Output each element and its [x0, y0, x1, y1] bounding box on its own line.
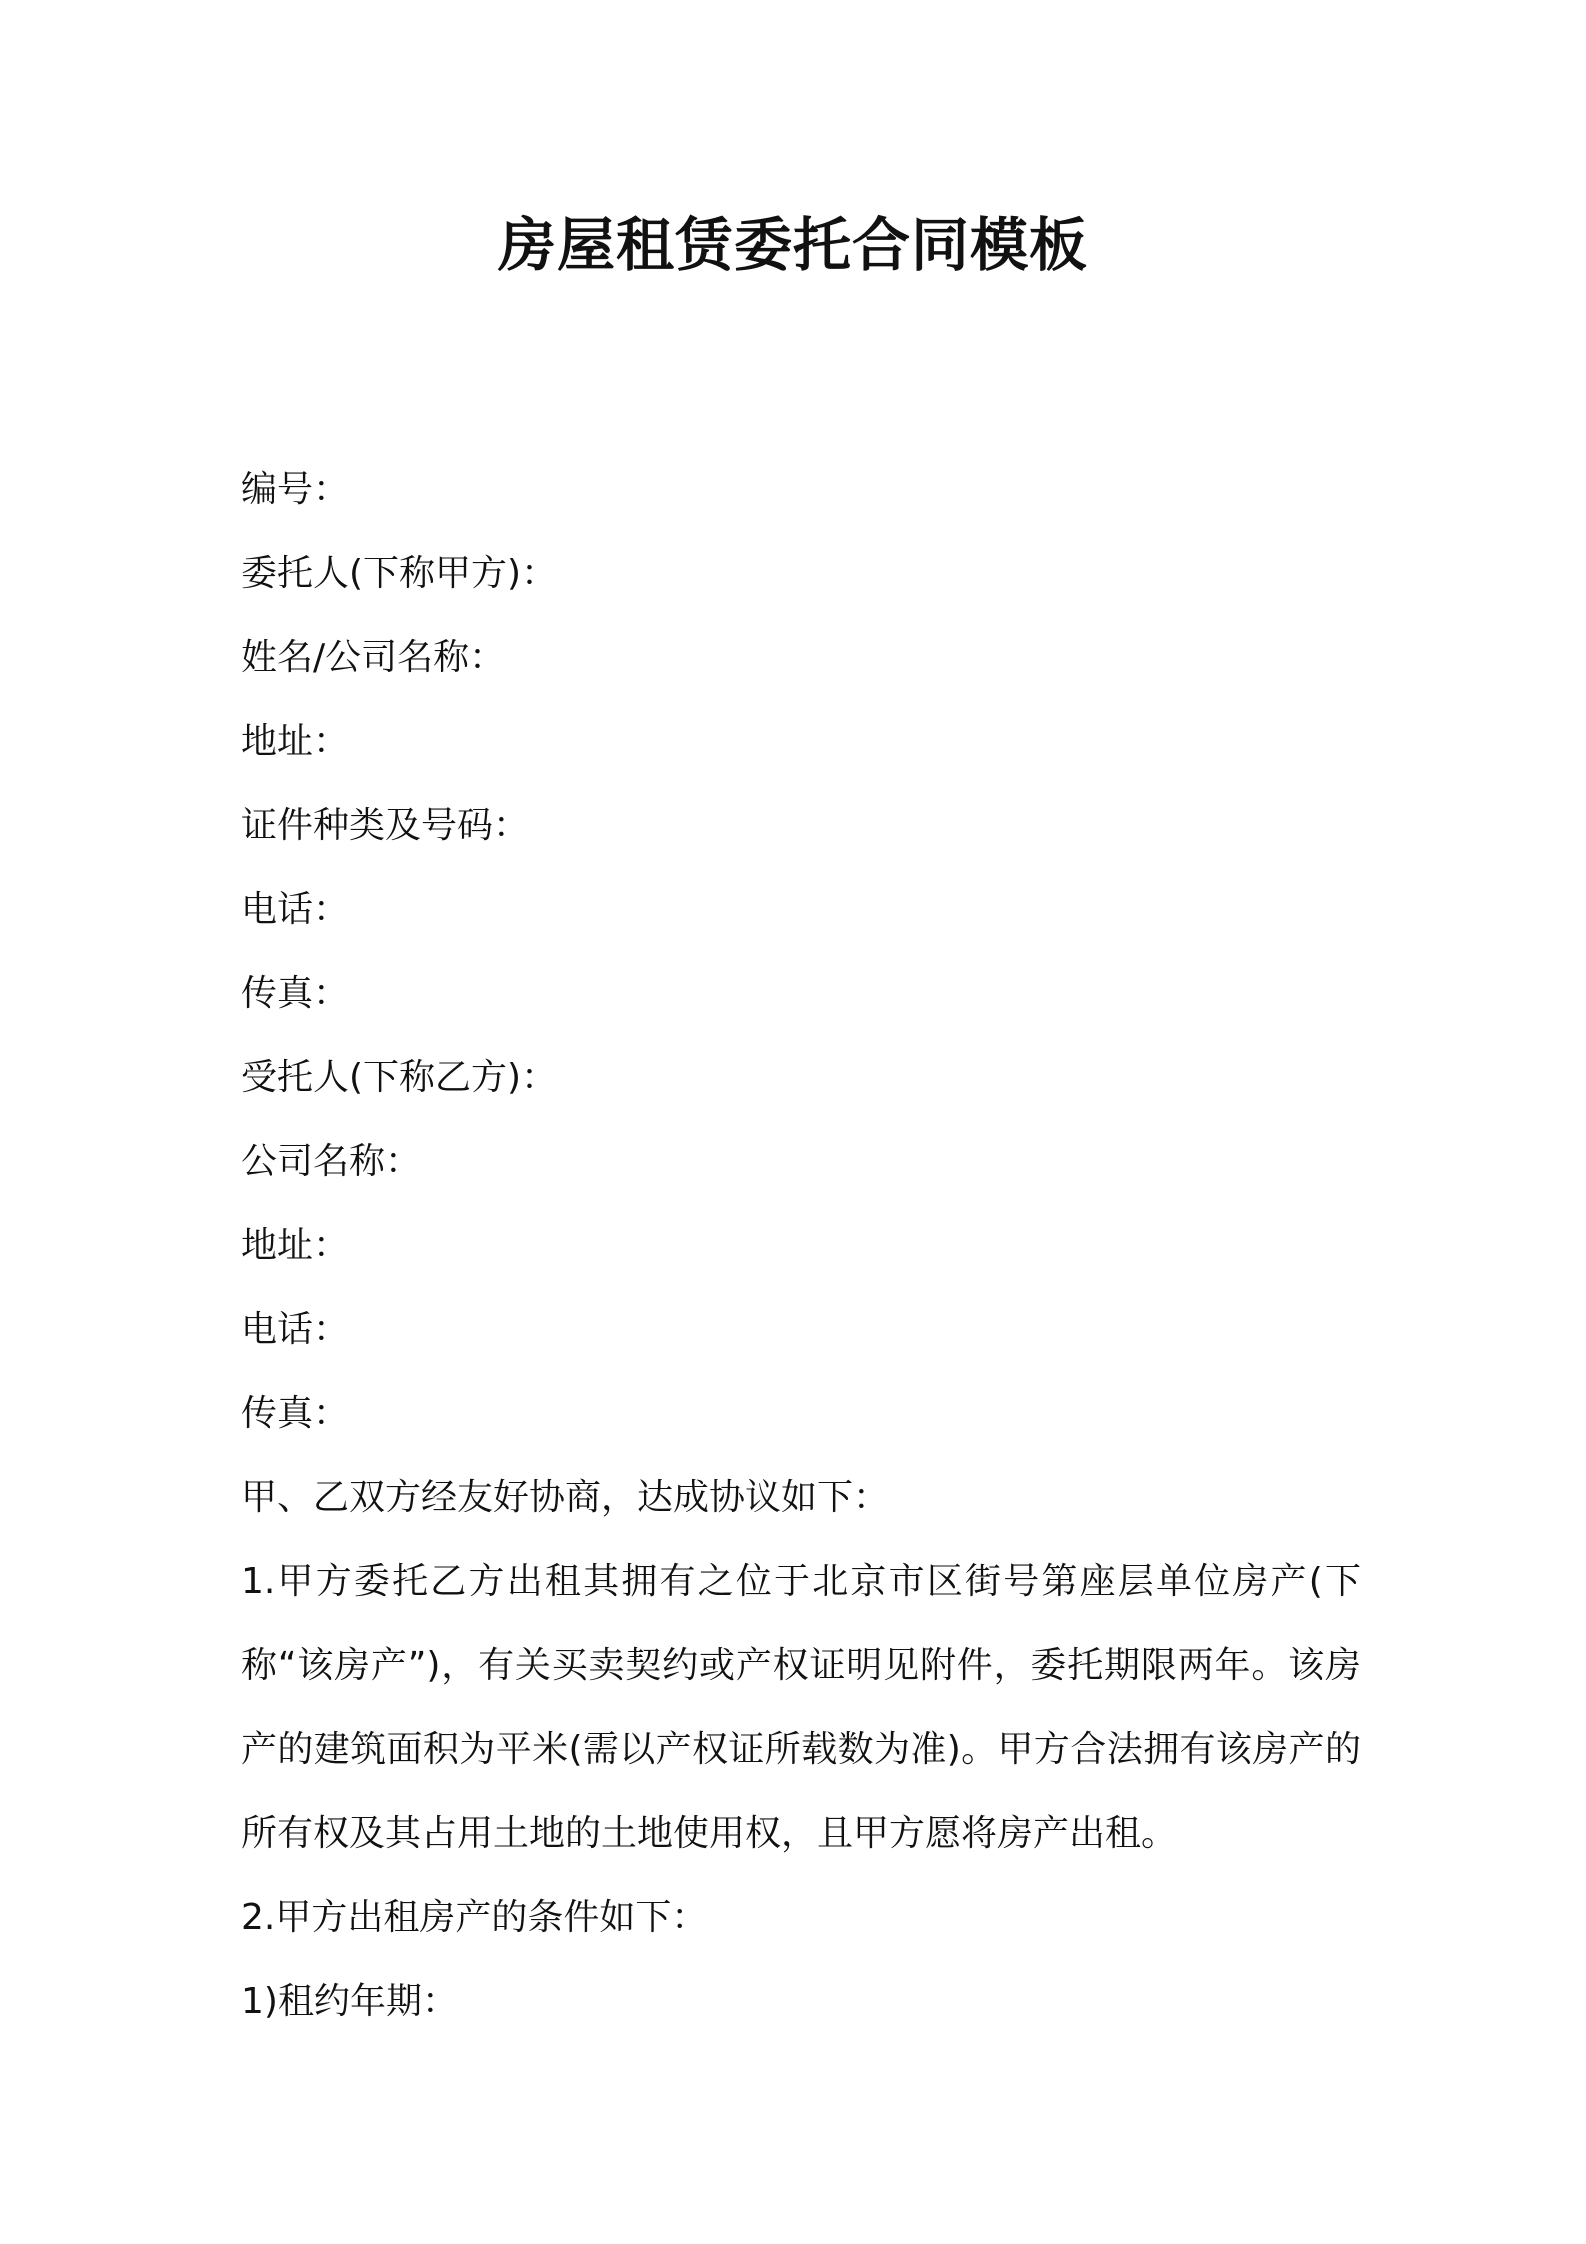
field-agent-phone: 电话：: [241, 1309, 350, 1350]
field-agent-fax: 传真：: [241, 1393, 350, 1434]
clause-1: 1.甲方委托乙方出租其拥有之位于北京市区街号第座层单位房产(下称“该房产”)，有关买卖契约或产权证明见附件，委托期限两年。该房产的建筑面积为平米(需以产权证所载数为准)。甲方合法拥有该房产的所有权及其占用土地的土地使用权，且甲方愿将房产出租。: [241, 1561, 1361, 1854]
field-principal-heading: 委托人(下称甲方)：: [241, 553, 558, 594]
clause-2-item-1: 1)租约年期：: [241, 1981, 458, 2022]
field-principal-fax: 传真：: [241, 973, 350, 1014]
field-contract-number: 编号：: [241, 469, 350, 510]
document-body: [241, 448, 1361, 2044]
field-principal-phone: 电话：: [241, 889, 350, 930]
field-principal-id: 证件种类及号码：: [241, 805, 530, 846]
document-title: 房屋租赁委托合同模板: [497, 211, 1088, 279]
field-agent-heading: 受托人(下称乙方)：: [241, 1057, 558, 1098]
clause-2: 2.甲方出租房产的条件如下：: [241, 1897, 708, 1938]
field-principal-name: 姓名/公司名称：: [241, 637, 506, 678]
field-agent-address: 地址：: [241, 1225, 350, 1266]
field-agent-company: 公司名称：: [241, 1141, 422, 1182]
field-principal-address: 地址：: [241, 721, 350, 762]
agreement-intro: 甲、乙双方经友好协商，达成协议如下：: [241, 1477, 890, 1518]
